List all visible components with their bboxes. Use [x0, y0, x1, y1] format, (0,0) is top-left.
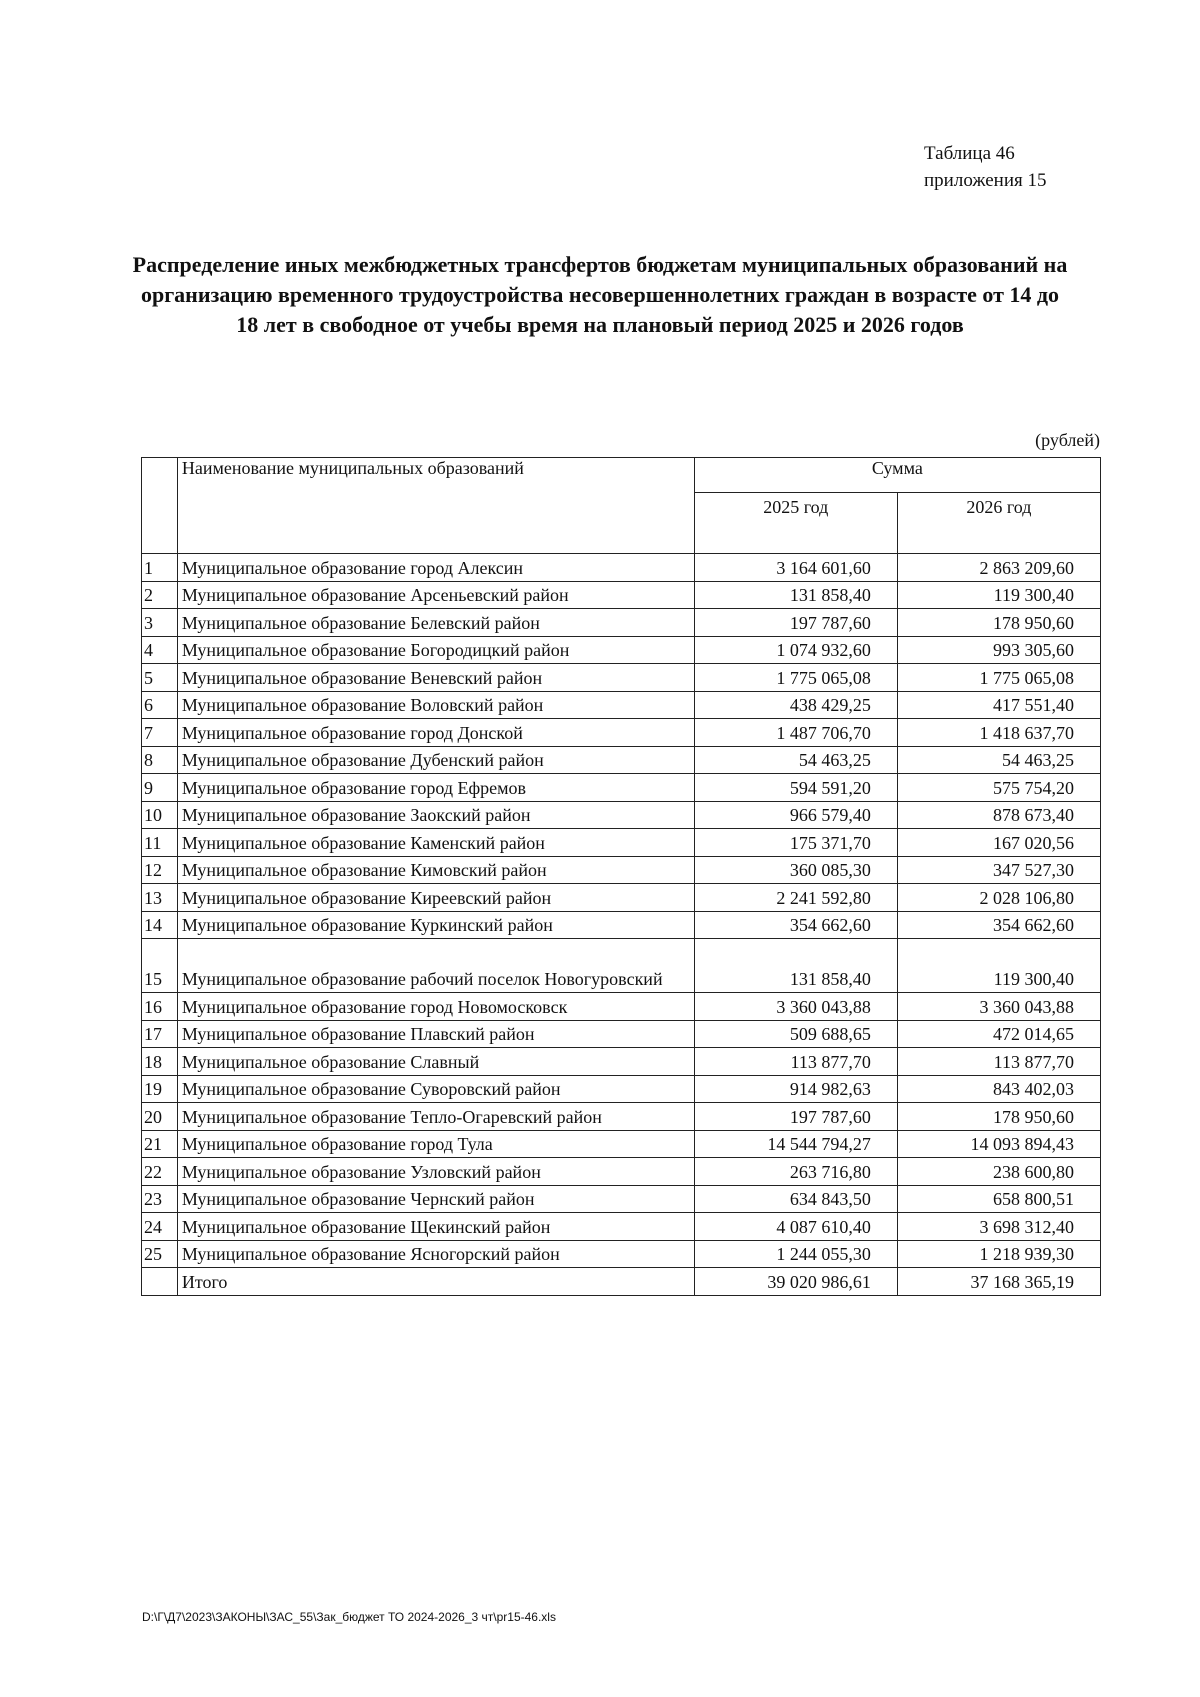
row-value-2026: 178 950,60 [897, 609, 1100, 637]
table-number: Таблица 46 [924, 143, 1015, 164]
row-value-2026: 119 300,40 [897, 939, 1100, 993]
row-name: Муниципальное образование Чернский район [177, 1185, 694, 1213]
row-name: Муниципальное образование Тепло-Огаревский район [177, 1103, 694, 1131]
row-name: Муниципальное образование Белевский район [177, 609, 694, 637]
row-number: 19 [142, 1075, 178, 1103]
row-value-2025: 3 164 601,60 [694, 554, 897, 582]
document-title: Распределение иных межбюджетных трансфертов бюджетам муниципальных образований на организацию временного трудоустройства несовершеннолетних граждан в возрасте от 14 до 18 лет в свободное от учебы время на плановый период 2025 и 2026 годов [132, 252, 1068, 337]
row-value-2026: 1 218 939,30 [897, 1240, 1100, 1268]
row-value-2025: 966 579,40 [694, 801, 897, 829]
row-name: Муниципальное образование Дубенский район [177, 746, 694, 774]
row-name: Муниципальное образование Кимовский район [177, 856, 694, 884]
row-value-2025: 4 087 610,40 [694, 1213, 897, 1241]
row-value-2026: 54 463,25 [897, 746, 1100, 774]
row-number: 16 [142, 993, 178, 1021]
row-number [142, 1268, 178, 1296]
row-value-2025: 14 544 794,27 [694, 1130, 897, 1158]
table-row [142, 1130, 1101, 1158]
row-name: Муниципальное образование Киреевский район [177, 884, 694, 912]
row-name: Муниципальное образование Ясногорский район [177, 1240, 694, 1268]
row-value-2026: 113 877,70 [897, 1048, 1100, 1076]
row-name: Муниципальное образование город Донской [177, 719, 694, 747]
row-value-2025: 131 858,40 [694, 581, 897, 609]
row-value-2025: 354 662,60 [694, 911, 897, 939]
row-number: 13 [142, 884, 178, 912]
table-row [142, 774, 1101, 802]
appendix-number: приложения 15 [924, 170, 1047, 191]
table-row [142, 856, 1101, 884]
row-value-2026: 417 551,40 [897, 691, 1100, 719]
row-value-2026: 2 028 106,80 [897, 884, 1100, 912]
row-value-2026: 3 698 312,40 [897, 1213, 1100, 1241]
row-number: 5 [142, 664, 178, 692]
table-body [142, 554, 1101, 1296]
table-row [142, 939, 1101, 993]
table-row [142, 1185, 1101, 1213]
row-number: 12 [142, 856, 178, 884]
row-value-2025: 197 787,60 [694, 609, 897, 637]
row-number: 8 [142, 746, 178, 774]
table-row [142, 829, 1101, 857]
row-name: Муниципальное образование рабочий поселок Новогуровский [177, 939, 694, 993]
row-value-2026: 878 673,40 [897, 801, 1100, 829]
row-value-2025: 263 716,80 [694, 1158, 897, 1186]
row-name: Муниципальное образование Заокский район [177, 801, 694, 829]
row-value-2026: 238 600,80 [897, 1158, 1100, 1186]
row-number: 22 [142, 1158, 178, 1186]
row-number: 24 [142, 1213, 178, 1241]
row-number: 23 [142, 1185, 178, 1213]
row-value-2026: 354 662,60 [897, 911, 1100, 939]
row-value-2026: 575 754,20 [897, 774, 1100, 802]
row-number: 2 [142, 581, 178, 609]
row-number: 17 [142, 1020, 178, 1048]
row-value-2025: 39 020 986,61 [694, 1268, 897, 1296]
row-value-2025: 1 244 055,30 [694, 1240, 897, 1268]
row-value-2025: 594 591,20 [694, 774, 897, 802]
row-value-2026: 119 300,40 [897, 581, 1100, 609]
distribution-table [141, 457, 1101, 1296]
table-row [142, 801, 1101, 829]
table-row [142, 719, 1101, 747]
row-value-2025: 634 843,50 [694, 1185, 897, 1213]
row-value-2025: 509 688,65 [694, 1020, 897, 1048]
table-row [142, 1103, 1101, 1131]
table-row [142, 884, 1101, 912]
row-name: Муниципальное образование город Ефремов [177, 774, 694, 802]
row-value-2026: 167 020,56 [897, 829, 1100, 857]
row-number: 11 [142, 829, 178, 857]
row-value-2025: 2 241 592,80 [694, 884, 897, 912]
row-name: Муниципальное образование Арсеньевский район [177, 581, 694, 609]
row-value-2026: 843 402,03 [897, 1075, 1100, 1103]
row-value-2026: 37 168 365,19 [897, 1268, 1100, 1296]
header-2025-cell: 2025 год [694, 493, 897, 554]
table-row [142, 691, 1101, 719]
table-reference [924, 140, 1046, 194]
total-row [142, 1268, 1101, 1296]
row-name: Муниципальное образование Богородицкий район [177, 636, 694, 664]
row-name: Муниципальное образование Каменский район [177, 829, 694, 857]
table-row [142, 1048, 1101, 1076]
row-value-2025: 3 360 043,88 [694, 993, 897, 1021]
row-value-2026: 347 527,30 [897, 856, 1100, 884]
row-name: Муниципальное образование Суворовский район [177, 1075, 694, 1103]
row-number: 14 [142, 911, 178, 939]
row-value-2025: 360 085,30 [694, 856, 897, 884]
row-number: 15 [142, 939, 178, 993]
row-value-2026: 658 800,51 [897, 1185, 1100, 1213]
table-row [142, 746, 1101, 774]
header-2026-cell: 2026 год [897, 493, 1100, 554]
table-row [142, 911, 1101, 939]
table-row [142, 993, 1101, 1021]
table-row [142, 554, 1101, 582]
row-number: 10 [142, 801, 178, 829]
row-name: Муниципальное образование Плавский район [177, 1020, 694, 1048]
row-value-2026: 2 863 209,60 [897, 554, 1100, 582]
row-value-2025: 197 787,60 [694, 1103, 897, 1131]
table-row [142, 664, 1101, 692]
header-number-cell [142, 458, 178, 554]
file-path-footer: D:\Г\Д7\2023\ЗАКОНЫ\ЗАС_55\Зак_бюджет ТО 2024-2026_3 чт\pr15-46.xls [142, 1610, 556, 1624]
row-value-2025: 175 371,70 [694, 829, 897, 857]
row-name: Муниципальное образование Куркинский район [177, 911, 694, 939]
row-value-2025: 54 463,25 [694, 746, 897, 774]
row-value-2026: 14 093 894,43 [897, 1130, 1100, 1158]
table-row [142, 1075, 1101, 1103]
table-row [142, 1020, 1101, 1048]
row-name: Муниципальное образование Славный [177, 1048, 694, 1076]
row-name: Муниципальное образование Воловский район [177, 691, 694, 719]
header-name-cell: Наименование муниципальных образований [177, 458, 694, 554]
row-number: 18 [142, 1048, 178, 1076]
row-value-2026: 3 360 043,88 [897, 993, 1100, 1021]
row-value-2025: 1 487 706,70 [694, 719, 897, 747]
row-number: 9 [142, 774, 178, 802]
row-number: 25 [142, 1240, 178, 1268]
table-row [142, 636, 1101, 664]
row-name: Муниципальное образование Щекинский район [177, 1213, 694, 1241]
row-value-2025: 131 858,40 [694, 939, 897, 993]
row-value-2025: 113 877,70 [694, 1048, 897, 1076]
row-number: 21 [142, 1130, 178, 1158]
row-value-2026: 1 418 637,70 [897, 719, 1100, 747]
row-name: Муниципальное образование город Алексин [177, 554, 694, 582]
row-number: 7 [142, 719, 178, 747]
row-number: 20 [142, 1103, 178, 1131]
table-row [142, 1240, 1101, 1268]
row-name: Муниципальное образование Узловский район [177, 1158, 694, 1186]
row-name: Муниципальное образование город Тула [177, 1130, 694, 1158]
table-row [142, 1158, 1101, 1186]
table-row [142, 609, 1101, 637]
row-value-2026: 178 950,60 [897, 1103, 1100, 1131]
row-value-2026: 1 775 065,08 [897, 664, 1100, 692]
row-value-2025: 1 775 065,08 [694, 664, 897, 692]
row-value-2026: 472 014,65 [897, 1020, 1100, 1048]
unit-label: (рублей) [1035, 430, 1100, 450]
row-name: Итого [177, 1268, 694, 1296]
header-sum-cell: Сумма [694, 458, 1100, 493]
row-value-2026: 993 305,60 [897, 636, 1100, 664]
row-name: Муниципальное образование Веневский район [177, 664, 694, 692]
row-number: 6 [142, 691, 178, 719]
row-value-2025: 1 074 932,60 [694, 636, 897, 664]
row-number: 4 [142, 636, 178, 664]
row-number: 3 [142, 609, 178, 637]
table-row [142, 581, 1101, 609]
row-value-2025: 914 982,63 [694, 1075, 897, 1103]
table-row [142, 1213, 1101, 1241]
row-value-2025: 438 429,25 [694, 691, 897, 719]
row-name: Муниципальное образование город Новомосковск [177, 993, 694, 1021]
row-number: 1 [142, 554, 178, 582]
